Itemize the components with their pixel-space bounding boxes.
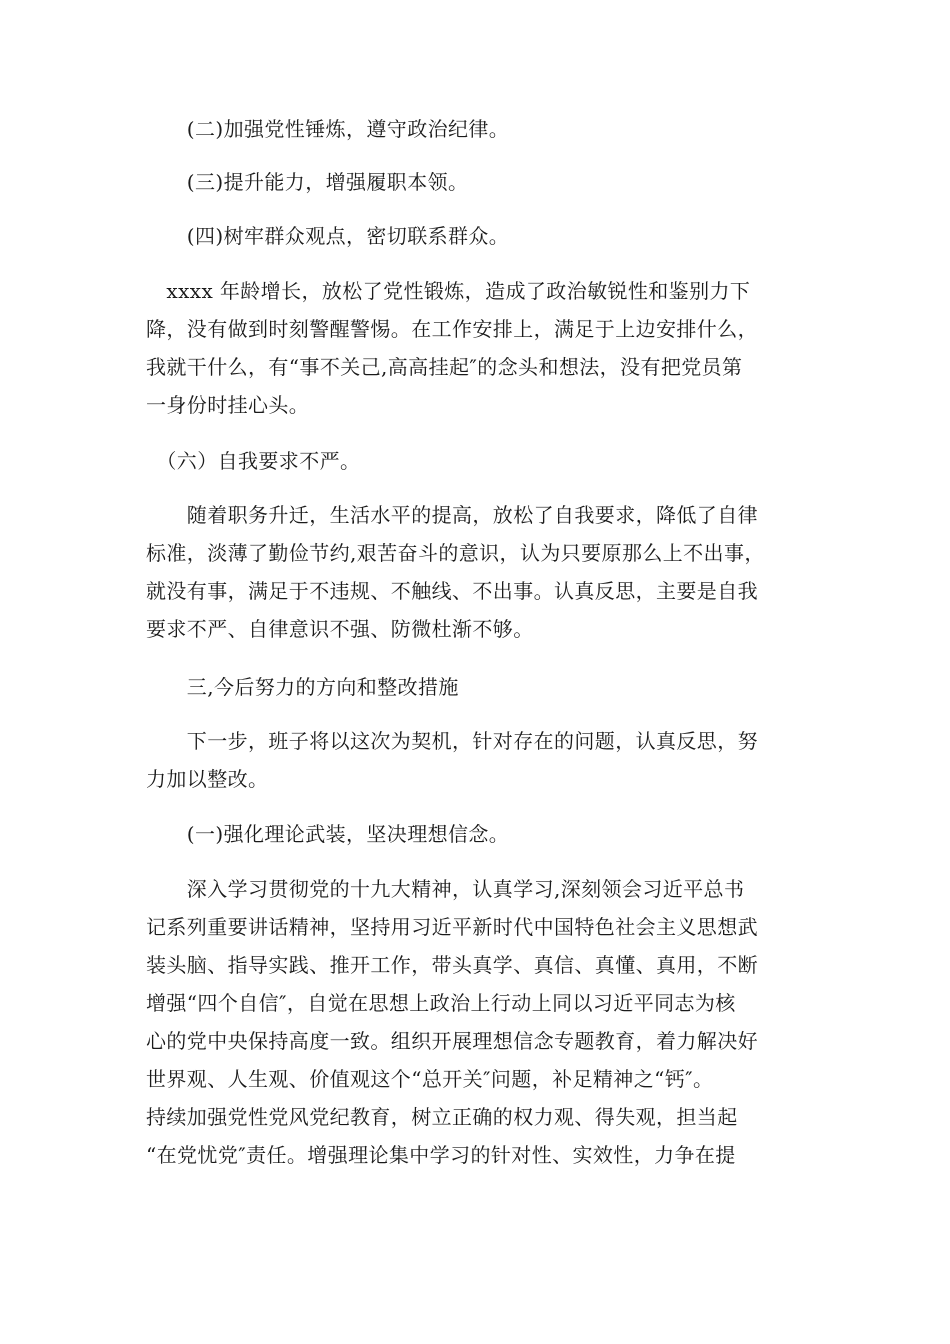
text-line: （六）自我要求不严。 xyxy=(146,449,361,473)
text-line: “在党忧党″责任。增强理论集中学习的针对性、实效性，力争在提 xyxy=(146,1143,736,1167)
text-line: 我就干什么，有“事不关己,高高挂起″的念头和想法，没有把党员第 xyxy=(146,355,743,379)
text-line: 要求不严、自律意识不强、防微杜渐不够。 xyxy=(146,617,534,641)
text-line: 一身份时挂心头。 xyxy=(146,393,310,417)
text-line: 世界观、人生观、价值观这个“总开关″问题，补足精神之“钙″。 xyxy=(146,1067,714,1091)
text-line: 三,今后努力的方向和整改措施 xyxy=(146,675,459,699)
paragraph xyxy=(146,722,814,798)
text-line: (四)树牢群众观点，密切联系群众。 xyxy=(146,224,510,248)
text-line: 下一步，班子将以这次为契机，针对存在的问题，认真反思，努 xyxy=(146,729,758,753)
text-line: (二)加强党性锤炼，遵守政治纪律。 xyxy=(146,117,510,141)
text-line: 深入学习贯彻党的十九大精神，认真学习,深刻领会习近平总书 xyxy=(146,877,745,901)
text-line: (一)强化理论武装，坚决理想信念。 xyxy=(146,822,510,846)
paragraph xyxy=(146,272,814,424)
text-line: 标准，淡薄了勤俭节约,艰苦奋斗的意识，认为只要原那么上不出事， xyxy=(146,541,765,565)
text-line: 持续加强党性党风党纪教育，树立正确的权力观、得失观，担当起 xyxy=(146,1105,738,1129)
text-line: 记系列重要讲话精神，坚持用习近平新时代中国特色社会主义思想武 xyxy=(146,915,758,939)
text-line: 随着职务升迁，生活水平的提高，放松了自我要求，降低了自律 xyxy=(146,503,758,527)
text-line: 装头脑、指导实践、推开工作，带头真学、真信、真懂、真用，不断 xyxy=(146,953,758,977)
paragraph xyxy=(146,815,814,853)
paragraph xyxy=(146,496,814,648)
text-line: (三)提升能力，增强履职本领。 xyxy=(146,170,469,194)
paragraph xyxy=(146,163,814,201)
text-line: 心的党中央保持高度一致。组织开展理想信念专题教育，着力解决好 xyxy=(146,1029,758,1053)
paragraph xyxy=(146,668,814,706)
text-line: 增强“四个自信″，自觉在思想上政治上行动上同以习近平同志为核 xyxy=(146,991,736,1015)
paragraph xyxy=(146,110,814,148)
text-line: xxxx 年龄增长，放松了党性锻炼，造成了政治敏锐性和鉴别力下 xyxy=(146,279,751,303)
text-line: 降，没有做到时刻警醒警惕。在工作安排上，满足于上边安排什么， xyxy=(146,317,758,341)
text-line: 就没有事，满足于不违规、不触线、不出事。认真反思，主要是自我 xyxy=(146,579,758,603)
text-line: 力加以整改。 xyxy=(146,767,269,791)
paragraph xyxy=(146,217,814,255)
paragraph xyxy=(146,442,814,480)
paragraph xyxy=(146,870,814,1174)
